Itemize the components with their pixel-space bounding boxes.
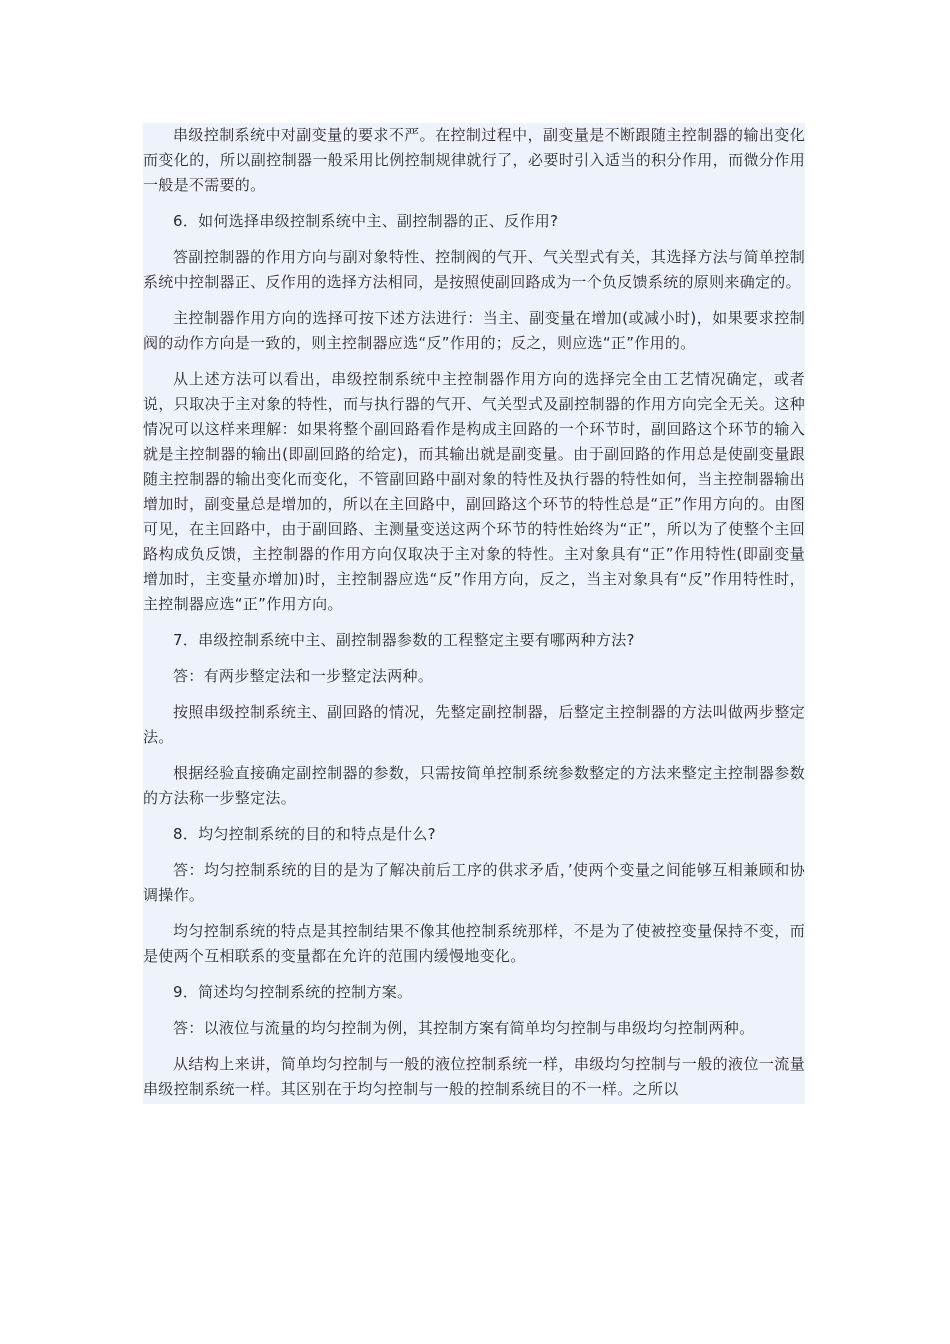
question-heading: 6．如何选择串级控制系统中主、副控制器的正、反作用? bbox=[173, 212, 559, 230]
paragraph: 根据经验直接确定副控制器的参数，只需按简单控制系统参数整定的方法来整定主控制器参数的方法称一步整定法。 bbox=[143, 764, 805, 807]
paragraph: 主控制器作用方向的选择可按下述方法进行：当主、副变量在增加(或减小时)，如果要求控制阀的动作方向是一致的，则主控制器应选“反”作用的；反之，则应选“正”作用的。 bbox=[143, 309, 805, 352]
paragraph: 答：有两步整定法和一步整定法两种。 bbox=[173, 667, 434, 685]
paragraph: 按照串级控制系统主、副回路的情况，先整定副控制器，后整定主控制器的方法叫做两步整定法。 bbox=[143, 703, 805, 746]
paragraph: 答：均匀控制系统的目的是为了解决前后工序的供求矛盾，’使两个变量之间能够互相兼顾和协调操作。 bbox=[143, 861, 805, 904]
paragraph: 从上述方法可以看出，串级控制系统中主控制器作用方向的选择完全由工艺情况确定，或者说，只取决于主对象的特性，而与执行器的气开、气关型式及副控制器的作用方向完全无关。这种情况可以这样来理解：如果将整个副回路看作是构成主回路的一个环节时，副回路这个环节的输入就是主控制器的输出(即副回路的给定)，而其输出就是副变量。由于副回路的作用总是使副变量跟随主控制器的输出变化而变化，不管副回路中副对象的特性及执行器的特性如何，当主控制器输出增加时，副变量总是增加的，所以在主回路中，副回路这个环节的特性总是“正”作用方向的。由图可见，在主回路中，由于副回路、主测量变送这两个环节的特性始终为“正”，所以为了使整个主回路构成负反馈，主控制器的作用方向仅取决于主对象的特性。主对象具有“正”作用特性(即副变量增加时，主变量亦增加)时，主控制器应选“反”作用方向，反之，当主对象具有“反”作用特性时，主控制器应选“正”作用方向。 bbox=[143, 370, 805, 613]
question-heading: 8．均匀控制系统的目的和特点是什么? bbox=[173, 825, 436, 843]
text-block bbox=[143, 123, 805, 1104]
paragraph: 从结构上来讲，简单均匀控制与一般的液位控制系统一样，串级均匀控制与一般的液位一流量串级控制系统一样。其区别在于均匀控制与一般的控制系统目的不一样。之所以 bbox=[143, 1055, 805, 1098]
paragraph: 答：以液位与流量的均匀控制为例，其控制方案有简单均匀控制与串级均匀控制两种。 bbox=[173, 1019, 755, 1037]
question-heading: 9．简述均匀控制系统的控制方案。 bbox=[173, 983, 413, 1001]
question-heading: 7．串级控制系统中主、副控制器参数的工程整定主要有哪两种方法? bbox=[173, 631, 635, 649]
paragraph: 答副控制器的作用方向与副对象特性、控制阀的气开、气关型式有关，其选择方法与简单控制系统中控制器正、反作用的选择方法相同，是按照使副回路成为一个负反馈系统的原则来确定的。 bbox=[143, 248, 805, 291]
paragraph: 串级控制系统中对副变量的要求不严。在控制过程中，副变量是不断跟随主控制器的输出变化而变化的，所以副控制器一般采用比例控制规律就行了，必要时引入适当的积分作用，而微分作用一般是不需要的。 bbox=[143, 126, 805, 194]
paragraph: 均匀控制系统的特点是其控制结果不像其他控制系统那样，不是为了使被控变量保持不变，而是使两个互相联系的变量都在允许的范围内缓慢地变化。 bbox=[143, 922, 805, 965]
